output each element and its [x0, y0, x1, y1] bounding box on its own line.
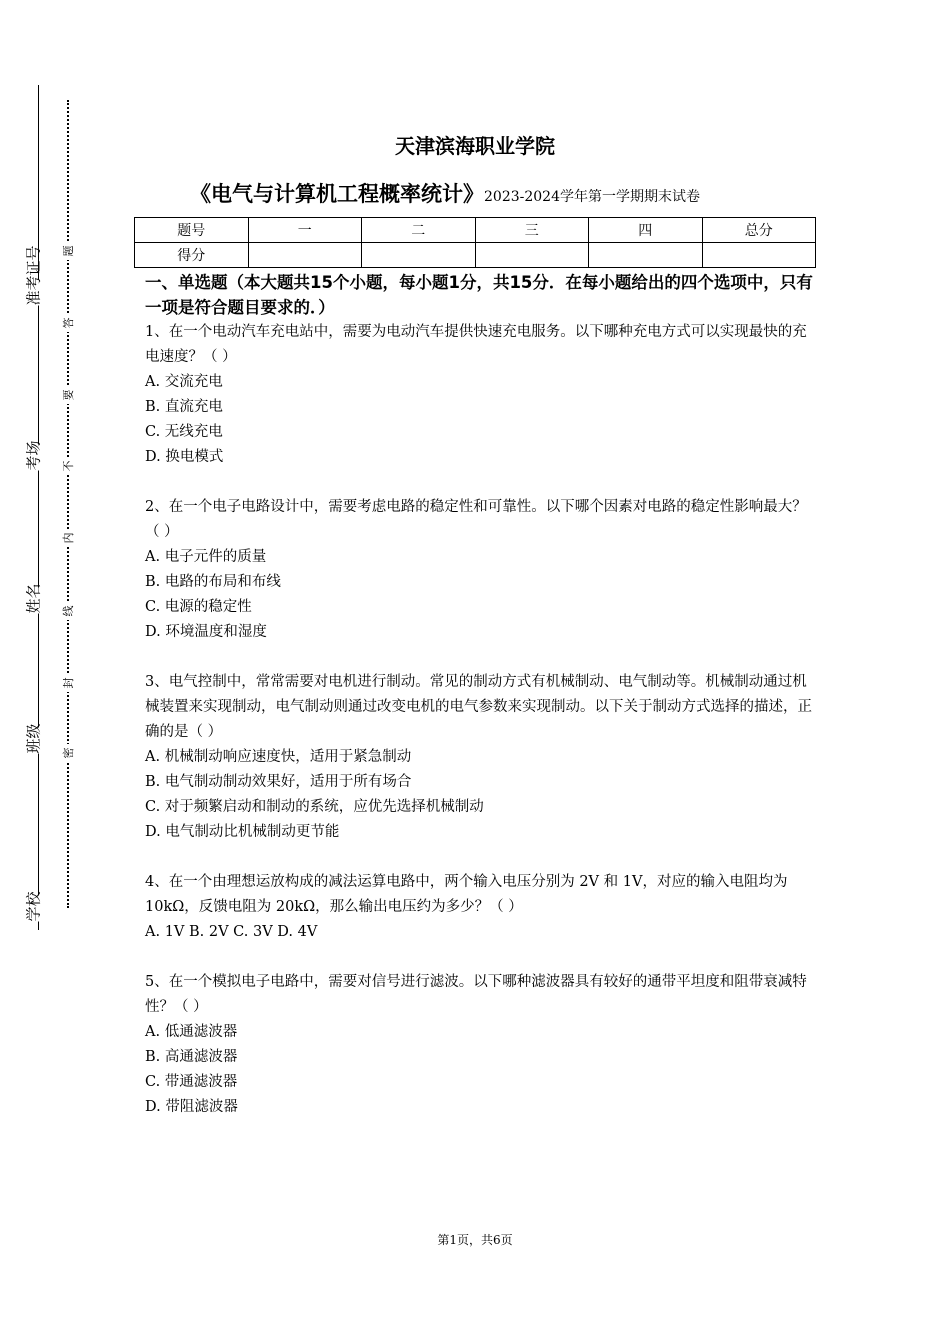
score-table-row-label: 得分: [135, 243, 249, 268]
seal-char: 要: [60, 386, 76, 404]
class-field-label: 班级: [24, 723, 43, 754]
score-cell: [589, 243, 703, 268]
score-table-column: 四: [589, 218, 703, 243]
seal-dotted-line: [67, 100, 69, 908]
score-table-column: 二: [362, 218, 476, 243]
exam-title: [190, 178, 810, 208]
question-5: [145, 970, 815, 1120]
seal-char: 线: [60, 602, 76, 620]
option-d: D. 换电模式: [145, 449, 224, 465]
option-c: C. 电源的稳定性: [145, 599, 252, 615]
option-d: D. 电气制动比机械制动更节能: [145, 824, 340, 840]
option-c: C. 无线充电: [145, 424, 223, 440]
option-a: A. 低通滤波器: [145, 1024, 238, 1040]
question-stem: 4、在一个由理想运放构成的减法运算电路中，两个输入电压分别为 2V 和 1V，对应的输入电阻均为 10kΩ，反馈电阻为 20kΩ，那么输出电压约为多少？（ ）: [145, 874, 788, 915]
option-c: C. 对于频繁启动和制动的系统，应优先选择机械制动: [145, 799, 484, 815]
option-a: A. 电子元件的质量: [145, 549, 267, 565]
option-a: A. 机械制动响应速度快，适用于紧急制动: [145, 749, 412, 765]
seal-char: 密: [60, 744, 76, 762]
score-table: [134, 217, 816, 268]
question-stem: 2、在一个电子电路设计中，需要考虑电路的稳定性和可靠性。以下哪个因素对电路的稳定性影响最大？（ ）: [145, 499, 807, 540]
course-title: 《电气与计算机工程概率统计》: [190, 182, 484, 206]
score-table-row-label: 题号: [135, 218, 249, 243]
score-cell: [702, 243, 816, 268]
seal-char: 答: [60, 314, 76, 332]
institution-title: 天津滨海职业学院: [395, 134, 555, 158]
seal-char: 题: [60, 242, 76, 260]
option-d: D. 带阻滤波器: [145, 1099, 238, 1115]
question-2: [145, 495, 815, 645]
question-3: [145, 670, 815, 845]
option-a: A. 交流充电: [145, 374, 223, 390]
options-inline: A. 1V B. 2V C. 3V D. 4V: [145, 924, 318, 940]
question-stem: 5、在一个模拟电子电路中，需要对信号进行滤波。以下哪种滤波器具有较好的通带平坦度和阻带衰减特性？（ ）: [145, 974, 807, 1015]
seal-char: 封: [60, 674, 76, 692]
option-b: B. 电气制动制动效果好，适用于所有场合: [145, 774, 412, 790]
term-label: 2023-2024学年第一学期期末试卷: [484, 189, 700, 205]
seal-char: 内: [60, 529, 76, 547]
option-b: B. 直流充电: [145, 399, 223, 415]
score-table-header-row: [135, 218, 816, 243]
question-stem: 3、电气控制中，常常需要对电机进行制动。常见的制动方式有机械制动、电气制动等。机械制动通过机械装置来实现制动，电气制动则通过改变电机的电气参数来实现制动。以下关于制动方式选择的描述，正确的是（ ）: [145, 674, 812, 740]
section-heading: 一、单选题（本大题共15个小题，每小题1分，共15分．在每小题给出的四个选项中，只有一项是符合题目要求的．）: [145, 273, 813, 317]
score-table-column: 总分: [702, 218, 816, 243]
question-4: [145, 870, 815, 945]
option-d: D. 环境温度和湿度: [145, 624, 267, 640]
page-number: 第1页，共6页: [437, 1233, 513, 1247]
exam-number-field-label: 准考证号: [24, 245, 43, 306]
question-1: [145, 320, 815, 470]
option-b: B. 电路的布局和布线: [145, 574, 281, 590]
seal-char: 不: [60, 457, 76, 475]
score-table-score-row: [135, 243, 816, 268]
school-field-label: 学校: [24, 891, 43, 922]
score-cell: [362, 243, 476, 268]
fill-in-line: [38, 85, 39, 930]
score-table-column: 三: [475, 218, 589, 243]
question-list: [145, 320, 815, 1145]
option-c: C. 带通滤波器: [145, 1074, 238, 1090]
score-table-column: 一: [248, 218, 362, 243]
score-cell: [248, 243, 362, 268]
name-field-label: 姓名: [24, 583, 43, 614]
score-cell: [475, 243, 589, 268]
exam-room-field-label: 考场: [24, 440, 43, 471]
option-b: B. 高通滤波器: [145, 1049, 238, 1065]
binding-margin: [0, 0, 90, 1344]
question-stem: 1、在一个电动汽车充电站中，需要为电动汽车提供快速充电服务。以下哪种充电方式可以实现最快的充电速度？（ ）: [145, 324, 807, 365]
